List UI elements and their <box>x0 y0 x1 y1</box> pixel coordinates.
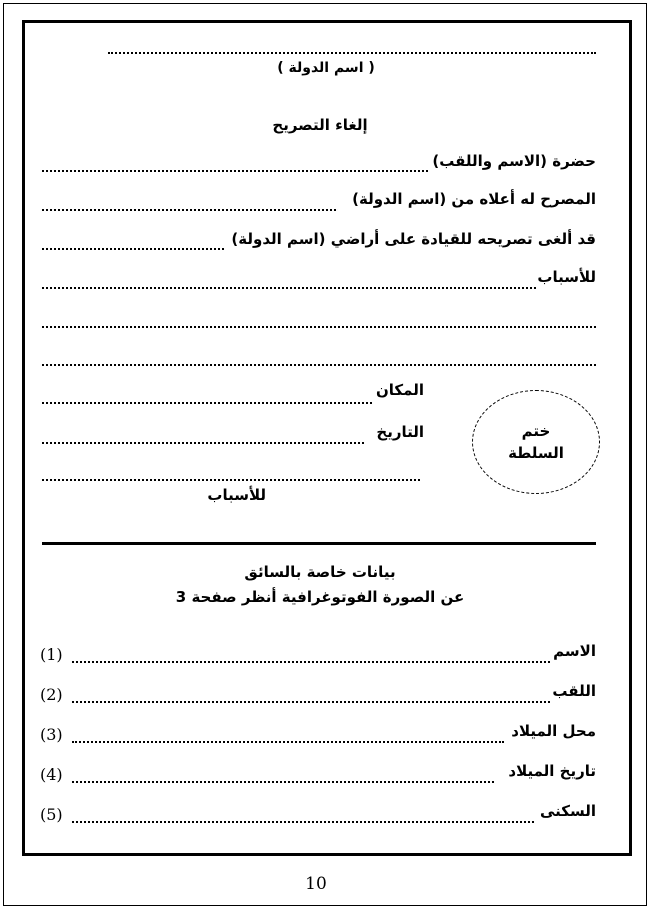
birthplace-line[interactable] <box>72 741 504 743</box>
issuing-state-line[interactable] <box>42 209 336 211</box>
first-name-label: الاسم <box>553 642 596 660</box>
reasons-line-1[interactable] <box>42 287 536 289</box>
reasons-label: للأسباب <box>537 268 596 286</box>
birthplace-number: (3) <box>40 725 63 744</box>
driver-section-title: بيانات خاصة بالسائق <box>244 563 396 581</box>
reasons-line-2[interactable] <box>42 326 596 328</box>
state-name-line[interactable] <box>108 52 596 54</box>
holder-name-line[interactable] <box>42 170 428 172</box>
date-label: التاريخ <box>376 423 424 441</box>
issuing-state-label: المصرح له أعلاه من (اسم الدولة) <box>352 190 596 208</box>
signature-line[interactable] <box>42 479 420 481</box>
residence-label: السكنى <box>539 802 596 820</box>
place-line[interactable] <box>42 402 372 404</box>
residence-line[interactable] <box>72 821 534 823</box>
revoked-in-state-label: قد ألغى تصريحه للقيادة على أراضي (اسم الدولة) <box>231 230 596 248</box>
section-divider <box>42 542 596 545</box>
date-line[interactable] <box>42 442 364 444</box>
birthdate-line[interactable] <box>72 781 494 783</box>
holder-name-label: حضرة (الاسم واللقب) <box>432 152 596 170</box>
birthdate-label: تاريخ الميلاد <box>508 762 596 780</box>
surname-line[interactable] <box>72 701 550 703</box>
surname-label: اللقب <box>552 682 596 700</box>
state-name-hint: ( اسم الدولة ) <box>277 60 375 76</box>
place-label: المكان <box>376 381 424 399</box>
driver-section-subtitle: عن الصورة الفوتوغرافية أنظر صفحة 3 <box>175 588 465 606</box>
first-name-number: (1) <box>40 645 63 664</box>
residence-number: (5) <box>40 805 63 824</box>
authority-seal <box>472 390 600 494</box>
birthdate-number: (4) <box>40 765 63 784</box>
seal-text-1: ختم <box>521 422 551 440</box>
first-name-line[interactable] <box>72 661 550 663</box>
signature-reasons-label: للأسباب <box>207 486 266 504</box>
revocation-title: إلغاء التصريح <box>272 116 368 134</box>
reasons-line-3[interactable] <box>42 364 596 366</box>
birthplace-label: محل الميلاد <box>511 722 596 740</box>
seal-text-2: السلطة <box>508 444 564 462</box>
page-number: 10 <box>305 874 327 894</box>
revoked-in-state-line[interactable] <box>42 248 224 250</box>
surname-number: (2) <box>40 685 63 704</box>
